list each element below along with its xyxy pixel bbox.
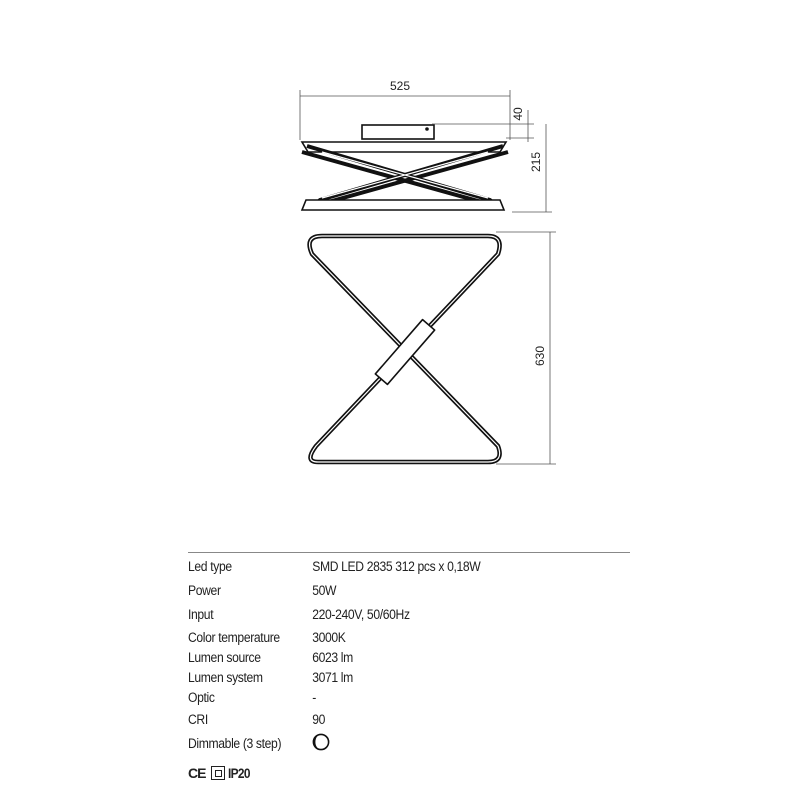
spec-label: Led type (188, 559, 232, 574)
dimmer-icon (312, 733, 330, 751)
spec-value: 90 (312, 712, 325, 727)
spec-row (188, 688, 586, 708)
length-dimension (496, 232, 556, 464)
spec-label: CRI (188, 712, 208, 727)
spec-label: Power (188, 583, 221, 598)
spec-row (188, 628, 586, 648)
spec-label: Input (188, 607, 214, 622)
spec-table (188, 552, 630, 751)
spec-label: Color temperature (188, 630, 280, 645)
spec-row (188, 557, 586, 577)
spec-value: 220-240V, 50/60Hz (312, 607, 410, 622)
class-ii-icon (211, 766, 225, 780)
length-label: 630 (533, 345, 547, 367)
spec-label: Lumen system (188, 670, 263, 685)
spec-row (188, 734, 586, 754)
ip-rating: IP20 (228, 765, 250, 781)
spec-row (188, 648, 586, 668)
spec-value: 3071 lm (312, 670, 353, 685)
width-label: 525 (389, 79, 411, 93)
spec-row (188, 710, 586, 730)
spec-row (188, 605, 586, 625)
spec-label: Optic (188, 690, 215, 705)
total-height-label: 215 (529, 151, 543, 173)
spec-value: SMD LED 2835 312 pcs x 0,18W (312, 559, 481, 574)
spec-label: Lumen source (188, 650, 261, 665)
spec-value: 50W (312, 583, 337, 598)
spec-value: - (312, 690, 316, 705)
spec-value: 6023 lm (312, 650, 353, 665)
side-view (302, 125, 508, 210)
spec-value: 3000K (312, 630, 346, 645)
spec-label: Dimmable (3 step) (188, 736, 282, 751)
spec-row (188, 581, 586, 601)
spec-row (188, 668, 586, 688)
ce-mark: CE (188, 765, 206, 781)
top-view (310, 236, 500, 462)
base-height-label: 40 (511, 107, 525, 121)
